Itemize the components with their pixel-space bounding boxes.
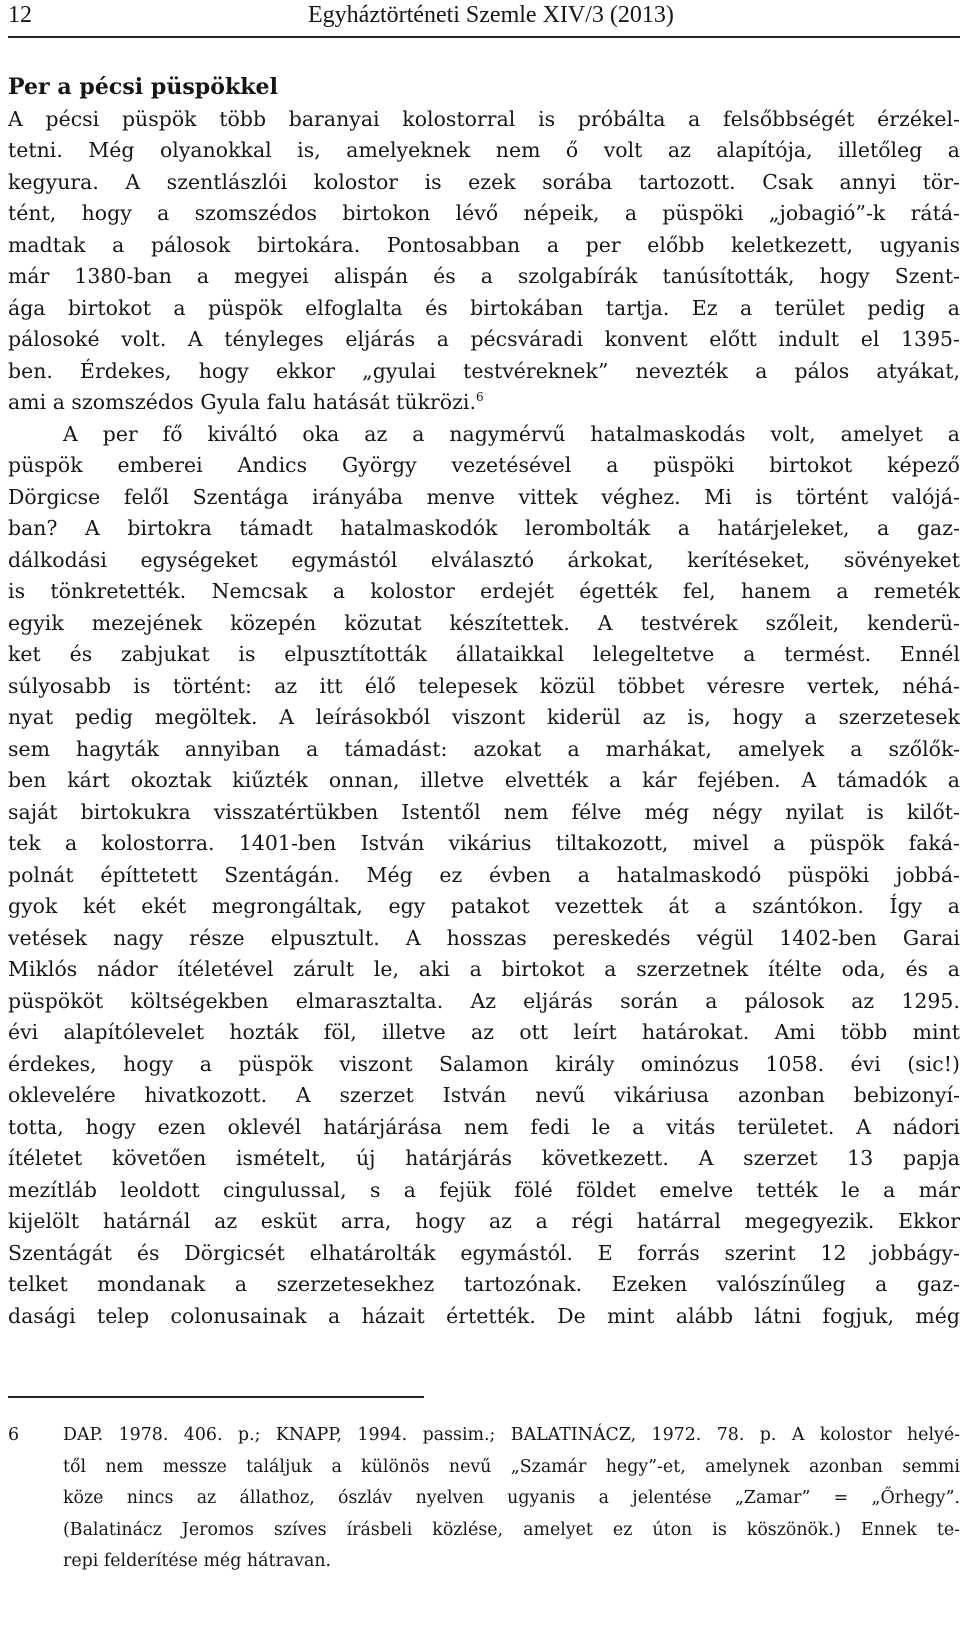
- text-line: dálkodási egységeket egymástól elválasztó árkokat, kerítéseket, sövényeket: [8, 547, 960, 572]
- text-line: ítéletet követően ismételt, új határjárás következett. A szerzet 13 papja: [8, 1146, 960, 1170]
- text-line: A pécsi püspök több baranyai kolostorral is próbálta a felsőbbségét érzékel-: [8, 106, 960, 131]
- article-body: [8, 72, 960, 1332]
- footnote-reference: 6: [476, 390, 484, 404]
- text-line: pálosoké volt. A tényleges eljárás a pécsváradi konvent előtt indult el 1395-: [8, 327, 960, 351]
- text-line: Miklós nádor ítéletével zárult le, aki a birtokot a szerzetnek ítélte oda, és a: [8, 957, 960, 981]
- footnote-line: [8, 1515, 960, 1547]
- footnote-text: köze nincs az állathoz, ószláv nyelven ugyanis a jelentése „Zamar” = „Őrhegy”.: [63, 1488, 960, 1508]
- text-line: saját birtokukra visszatértükben Istentől nem félve még négy nyilat is kilőt-: [8, 799, 960, 824]
- text-line: gyok két ekét megrongáltak, egy patakot vezettek át a szántókon. Így a: [8, 894, 960, 918]
- journal-title: Egyháztörténeti Szemle XIV/3 (2013): [308, 2, 674, 28]
- text-line: ket és zabjukat is elpusztították állataikkal lelegeltetve a termést. Ennél: [8, 642, 960, 666]
- text-line: kegyura. A szentlászlói kolostor is ezek sorába tartozott. Csak annyi tör-: [8, 169, 960, 194]
- footnote-text: DAP. 1978. 406. p.; KNAPP, 1994. passim.; BALATINÁCZ, 1972. 78. p. A kolostor helyé-: [63, 1425, 960, 1445]
- text-line: kijelölt határnál az esküt arra, hogy az a régi határral megegyezik. Ekkor: [8, 1209, 960, 1233]
- text-line: püspököt költségekben elmarasztalta. Az eljárás során a pálosok az 1295.: [8, 988, 960, 1013]
- paragraph-1-last-text: ami a szomszédos Gyula falu hatását tükrözi.: [8, 390, 477, 414]
- text-line: madtak a pálosok birtokára. Pontosabban a per előbb keletkezett, ugyanis: [8, 232, 960, 257]
- text-line: is tönkretették. Nemcsak a kolostor erdejét égették fel, hanem a remeték: [8, 579, 960, 603]
- text-line: már 1380-ban a megyei alispán és a szolgabírák tanúsították, hogy Szent-: [8, 264, 960, 288]
- footnote-separator: [8, 1396, 424, 1398]
- footnote-line: [8, 1483, 960, 1515]
- text-line: telket mondanak a szerzetesekhez tartozónak. Ezeken valószínűleg a gaz-: [8, 1272, 960, 1296]
- section-heading: Per a pécsi püspökkel: [8, 74, 279, 100]
- text-line: vetések nagy része elpusztult. A hosszas pereskedés végül 1402-ben Garai: [8, 925, 960, 950]
- text-line: ban? A birtokra támadt hatalmaskodók lerombolták a határjeleket, a gaz-: [8, 516, 960, 540]
- footnote-line: [8, 1452, 960, 1484]
- footnote-text: től nem messze találjuk a különös nevű „Szamár hegy”-et, amelynek azonban semmi: [63, 1456, 960, 1477]
- running-header: [8, 0, 960, 38]
- footnote-number: 6: [8, 1425, 20, 1445]
- text-line: Szentágát és Dörgicsét elhatárolták egymástól. E forrás szerint 12 jobbágy-: [8, 1240, 960, 1265]
- text-line: érdekes, hogy a püspök viszont Salamon király ominózus 1058. évi (sic!): [8, 1051, 960, 1076]
- text-line: tek a kolostorra. 1401-ben István vikárius tiltakozott, mivel a püspök faká-: [8, 831, 960, 855]
- text-line: püspök emberei Andics György vezetésével a püspöki birtokot képező: [8, 453, 960, 477]
- text-line: totta, hogy ezen oklevél határjárása nem fedi le a vitás területet. A nádori: [8, 1114, 960, 1139]
- text-line: polnát építtetett Szentágán. Még ez évben a hatalmaskodó püspöki jobbá-: [8, 862, 960, 887]
- footnote-text: (Balatinácz Jeromos szíves írásbeli közlése, amelyet ez úton is köszönök.) Ennek te-: [63, 1519, 960, 1540]
- text-line: ága birtokot a püspök elfoglalta és birtokában tartja. Ez a terület pedig a: [8, 295, 960, 320]
- text-line: évi alapítólevelet hozták föl, illetve az ott leírt határokat. Ami több mint: [8, 1020, 960, 1044]
- text-line: súlyosabb is történt: az itt élő telepesek közül többet véresre vertek, néhá-: [8, 673, 960, 698]
- text-line: tént, hogy a szomszédos birtokon lévő népeik, a püspöki „jobagió”-k rátá-: [8, 201, 960, 225]
- text-line: ben kárt okoztak kiűzték onnan, illetve elvették a kár fejében. A támadók a: [8, 768, 960, 792]
- text-line: oklevelére hivatkozott. A szerzet István nevű vikáriusa azonban bebizonyí-: [8, 1083, 960, 1107]
- footnote-text: repi felderítése még hátravan.: [63, 1551, 332, 1571]
- text-line: Dörgicse felől Szentága irányába menve vittek véghez. Mi is történt valójá-: [8, 484, 960, 509]
- text-line: tetni. Még olyanokkal is, amelyeknek nem ő volt az alapítója, illetőleg a: [8, 138, 960, 162]
- footnote: [8, 1420, 960, 1578]
- paragraph-1-last-line: [8, 387, 960, 419]
- text-line: ben. Érdekes, hogy ekkor „gyulai testvéreknek” nevezték a pálos atyákat,: [8, 358, 960, 383]
- text-line: nyat pedig megöltek. A leírásokból viszont kiderül az is, hogy a szerzetesek: [8, 705, 960, 729]
- text-line: A per fő kiváltó oka az a nagymérvű hatalmaskodás volt, amelyet a: [63, 421, 960, 446]
- footnote-line: [8, 1546, 960, 1578]
- page-number: 12: [8, 2, 32, 28]
- paragraph-1: [8, 104, 960, 388]
- paragraph-2: [8, 419, 960, 1333]
- text-line: sem hagyták annyiban a támadást: azokat a marhákat, amelyek a szőlők-: [8, 736, 960, 761]
- footnote-line: [8, 1420, 960, 1452]
- text-line: mezítláb leoldott cingulussal, s a fejük fölé földet emelve tették le a már: [8, 1177, 960, 1202]
- text-line: dasági telep colonusainak a házait értették. De mint alább látni fogjuk, még: [8, 1303, 960, 1328]
- text-line: egyik mezejének közepén közutat készítettek. A testvérek szőleit, kenderü-: [8, 610, 960, 635]
